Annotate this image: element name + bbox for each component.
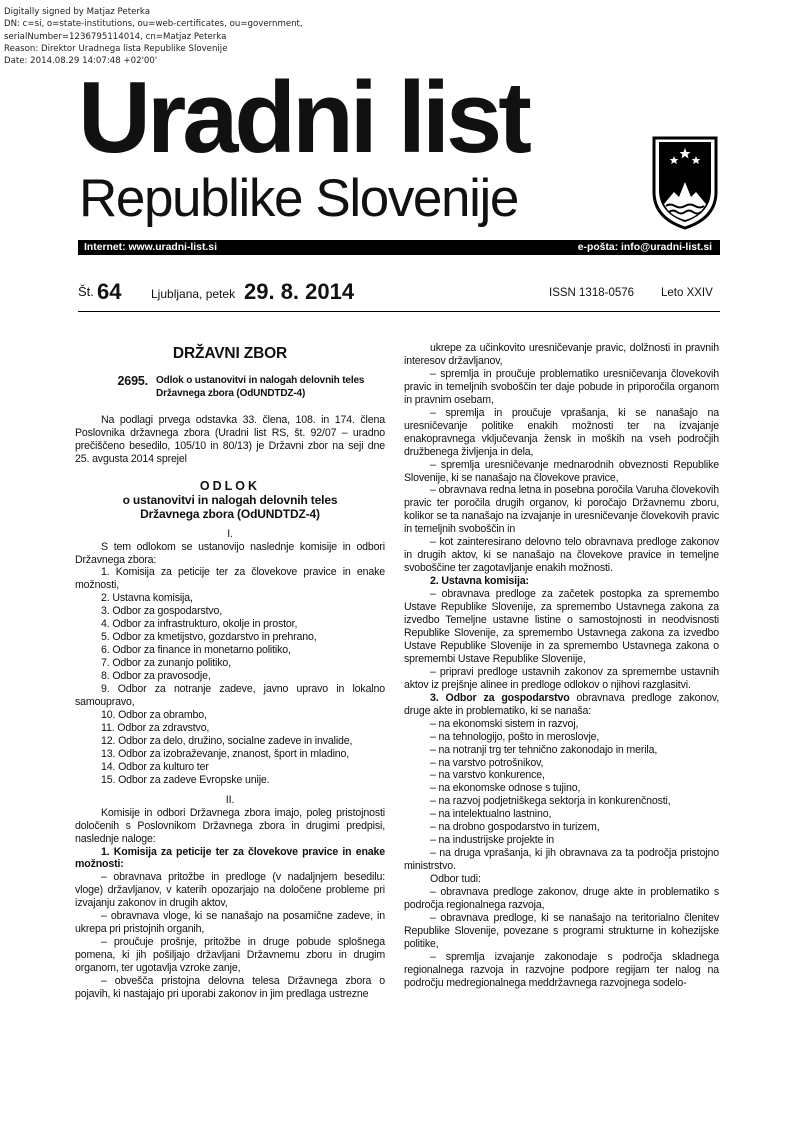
list-item: – obravnava predloge za začetek postopka za spremembo Ustave Republike Slovenije, za spremembo Ustavnega zakona za izvedbo Temeljne ustavne listine o samostojnosti in neodvisnosti Republike Slovenije, za spremembo Ustavnega zakona za izvedbo Ustave Republike Slovenije in za spremembo Ustavnega zakona o spremembi Ustave Republike Slovenije,: [404, 588, 719, 665]
act-heading: [75, 375, 385, 401]
list-item: 4. Odbor za infrastrukturo, okolje in prostor,: [101, 618, 298, 631]
email-link[interactable]: e-pošta: info@uradni-list.si: [577, 242, 712, 253]
section-heading: DRŽAVNI ZBOR: [172, 345, 288, 362]
right-column: [404, 342, 719, 990]
list-item: – na industrijske projekte in: [430, 834, 555, 847]
issue-date: 29. 8. 2014: [244, 279, 355, 304]
decree-title: ODLOK: [199, 478, 261, 493]
volume-year: Leto XXIV: [661, 287, 713, 299]
list-item: 8. Odbor za pravosodje,: [101, 670, 211, 683]
list-item: 11. Odbor za zdravstvo,: [101, 721, 210, 734]
list-item: 12. Odbor za delo, družino, socialne zadeve in invalide,: [101, 734, 353, 747]
list-item: 5. Odbor za kmetijstvo, gozdarstvo in prehrano,: [101, 631, 317, 644]
committee-heading: [404, 692, 719, 718]
list-item: – spremlja in proučuje problematiko uresničevanja človekovih pravic in temeljnih svoboščin ter daje pobude in priporočila organom in pravnim osebam,: [404, 367, 719, 406]
committee-heading: 1. Komisija za peticije ter za človekove pravice in enake možnosti:: [75, 845, 385, 871]
masthead-subtitle: Republike Slovenije: [79, 169, 518, 228]
issue-number-label: Št.: [78, 284, 94, 299]
list-item: – na ekonomski sistem in razvoj,: [430, 717, 579, 730]
list-item: 3. Odbor za gospodarstvo,: [101, 605, 223, 618]
list-item: – obravnava redna letna in posebna poročila Varuha človekovih pravic ter poročila drugih organov, ki poročajo Državnemu zboru, kolikor se ta nanašajo na izvajanje in uresničevanje človekovih pravic in temeljnih svoboščin in: [404, 484, 719, 536]
decree-subtitle-line: Državnega zbora (OdUNDTDZ-4): [140, 506, 320, 521]
list-item: ukrepe za učinkovito uresničevanje pravic, dolžnosti in pravnih interesov državljanov,: [404, 342, 719, 367]
list-item: – obravnava predloge, ki se nanašajo na teritorialno členitev Republike Slovenije, povezane s programi strukturne in kohezijske politike,: [404, 911, 719, 950]
issue-place-day: Ljubljana, petek: [151, 287, 236, 301]
task-list: [75, 871, 385, 1001]
list-item: 14. Odbor za kulturo ter: [101, 760, 209, 773]
list-item: – obvešča pristojna delovna telesa Državnega zbora o pojavih, ki nastajajo pri uporabi zakonov in jim predlaga ustrezne: [75, 975, 385, 1000]
paragraph: Odbor tudi:: [430, 873, 481, 886]
list-item: – na tehnologijo, pošto in meroslovje,: [430, 730, 600, 743]
task-list: [404, 588, 719, 692]
list-item: – kot zainteresirano delovno telo obravnava predloge zakonov in drugih aktov, ki se nanašajo na človekove pravice in temeljne svoboščine ter zagotavljanje enakih možnosti.: [404, 536, 719, 575]
issue-meta: [78, 280, 720, 312]
list-item: – na razvoj podjetniškega sektorja in konkurenčnosti,: [430, 795, 671, 808]
left-column: [75, 342, 385, 1001]
task-list: [404, 342, 719, 575]
article-number: II.: [225, 793, 235, 806]
committee-name: 3. Odbor za gospodarstvo: [430, 691, 570, 704]
signature-line: Reason: Direktor Uradnega lista Republike Slovenije: [4, 43, 228, 54]
signature-line: Date: 2014.08.29 14:07:48 +02'00': [4, 56, 158, 67]
list-item: 6. Odbor za finance in monetarno politiko,: [101, 644, 291, 657]
list-item: – obravnava predloge zakonov, druge akte in problematiko s področja regionalnega razvoja,: [404, 886, 719, 911]
signature-line: Digitally signed by Matjaz Peterka: [4, 7, 150, 17]
list-item: 2. Ustavna komisija,: [101, 592, 193, 605]
act-title: Odlok o ustanovitvi in nalogah delovnih teles Državnega zbora (OdUNDTDZ-4): [156, 374, 365, 399]
article-number: I.: [227, 527, 233, 540]
list-item: – proučuje prošnje, pritožbe in druge pobude splošnega pomena, ki jih pošiljajo državljani Državnemu zboru in drugim organom, ter ugotavlja vzroke zanje,: [75, 936, 385, 975]
task-list: [404, 886, 719, 990]
list-item: 1. Komisija za peticije ter za človekove pravice in enake možnosti,: [75, 566, 385, 592]
act-number: 2695.: [117, 373, 148, 388]
paragraph: Komisije in odbori Državnega zbora imajo, poleg pristojnosti določenih s Poslovnikom Državnega zbora in drugimi predpisi, naslednje naloge:: [75, 806, 385, 845]
masthead-contact-bar: [78, 240, 720, 255]
list-item: – na intelektualno lastnino,: [430, 808, 552, 821]
decree-subtitle-line: o ustanovitvi in nalogah delovnih teles: [122, 492, 338, 507]
signature-line: DN: c=si, o=state-institutions, ou=web-certificates, ou=government,: [4, 19, 303, 30]
list-item: – obravnava pritožbe in predloge (v nadaljnjem besedilu: vloge) državljanov, v katerih opozarjajo na določene probleme pri izvajanju zakonov in drugih aktov,: [75, 871, 385, 910]
signature-line: serialNumber=1236795114014, cn=Matjaz Peterka: [4, 31, 227, 42]
list-item: 7. Odbor za zunanjo politiko,: [101, 657, 231, 670]
list-item: 9. Odbor za notranje zadeve, javno upravo in lokalno samoupravo,: [75, 683, 385, 709]
committee-heading: 2. Ustavna komisija:: [430, 575, 529, 588]
coat-of-arms-icon: [650, 134, 720, 230]
list-item: – na druga vprašanja, ki jih obravnava za ta področja pristojno ministrstvo.: [404, 847, 719, 873]
list-item: – spremlja uresničevanje mednarodnih obveznosti Republike Slovenije, ki se nanašajo na človekove pravice,: [404, 458, 719, 484]
issue-number: 64: [97, 279, 122, 304]
list-item: 15. Odbor za zadeve Evropske unije.: [101, 773, 270, 786]
list-item: – pripravi predloge ustavnih zakonov za spremembe ustavnih aktov iz prejšnje alinee in predloge odlokov o njihovi razglasitvi.: [404, 665, 719, 691]
task-list: [404, 718, 719, 873]
issn: ISSN 1318-0576: [549, 287, 635, 299]
list-item: – obravnava vloge, ki se nanašajo na posamične zadeve, in ukrepa pri pristojnih organih,: [75, 910, 385, 936]
list-item: – na drobno gospodarstvo in turizem,: [430, 821, 600, 834]
intro-paragraph: Na podlagi prvega odstavka 33. člena, 108. in 174. člena Poslovnika državnega zbora (Uradni list RS, št. 92/07 – uradno prečiščeno besedilo, 105/10 in 80/13) je Državni zbor na seji dne 25. avgusta 2014 sprejel: [75, 413, 385, 465]
list-item: 10. Odbor za obrambo,: [101, 708, 207, 721]
committee-scope: obravnava predloge zakonov, druge akte in problematiko, ki se nanaša:: [404, 691, 719, 717]
website-link[interactable]: Internet: www.uradni-list.si: [84, 242, 217, 253]
committee-list: [75, 566, 385, 786]
list-item: 13. Odbor za izobraževanje, znanost, šport in mladino,: [101, 747, 350, 760]
masthead-title: Uradni list: [78, 62, 528, 174]
list-item: – na varstvo potrošnikov,: [430, 756, 544, 769]
list-item: – na varstvo konkurence,: [430, 769, 545, 782]
list-item: – na notranji trg ter tehnično zakonodajo in merila,: [430, 743, 658, 756]
list-item: – na ekonomske odnose s tujino,: [430, 782, 581, 795]
list-item: – spremlja izvajanje zakonodaje s področja skladnega regionalnega razvoja in razvojne podpore regijam ter nalog na področju medregionalnega meddržavnega razvojnega sodelo-: [404, 950, 719, 989]
list-item: – spremlja in proučuje vprašanja, ki se nanašajo na uresničevanje politike enakih možnosti ter na izvajanje enakopravnega vključevanja žensk in moških na vseh področjih družbenega življenja in dela,: [404, 406, 719, 458]
paragraph: S tem odlokom se ustanovijo naslednje komisije in odbori Državnega zbora:: [75, 540, 385, 566]
header-divider: [78, 311, 720, 312]
digital-signature: [4, 6, 303, 67]
